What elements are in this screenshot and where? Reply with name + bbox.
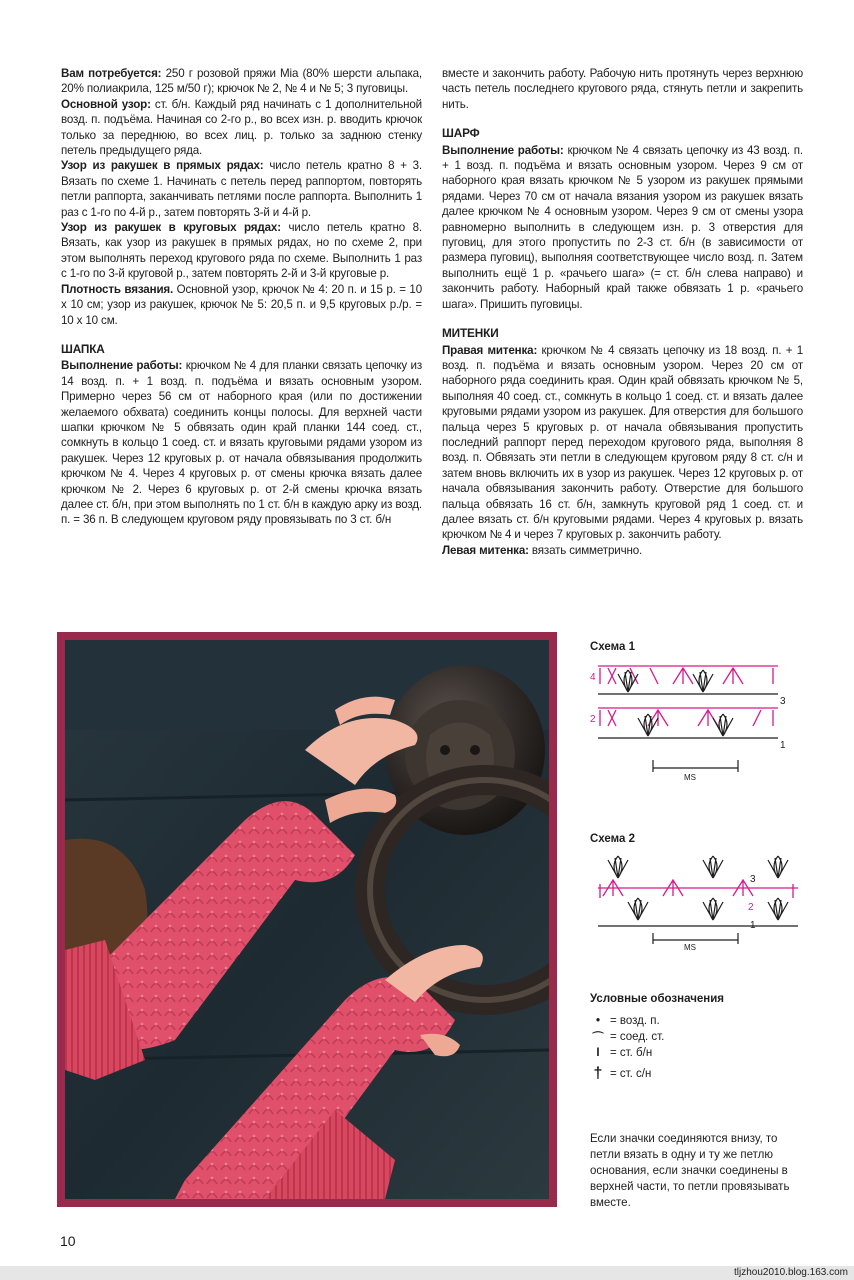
gauge-label: Плотность вязания. (61, 282, 174, 296)
basic-pattern-label: Основной узор: (61, 97, 151, 111)
scheme2-ms-label: MS (684, 943, 696, 952)
legend-title: Условные обозначения (590, 993, 725, 1005)
chain-stitch-icon: • (595, 1015, 601, 1027)
legend-text-double: = ст. с/н (610, 1068, 652, 1080)
page-number: 10 (60, 1233, 76, 1249)
scarf-text: крючком № 4 связать цепочку из 43 возд. п. + 1 возд. п. подъёма и вязать основным узором. Через 9 см от наборного края вязать крючком № 5 узором из ракушек прямыми рядами. Через 70 см от начала вязания узором из ракушек вязать далее крючком № 4 основным узором. Через 9 см от смены узора равномерно выполнить в следующем изн. р. 3 отверстия для пуговиц, для этого пропустить по 2-3 ст. б/н (в зависимости от размера пуговиц), выполняя соответствующее число возд. п. Затем выполнить ещё 1 р. «рачьего шага» (= ст. б/н слева направо) и закончить работу. Наборный край также обвязать 1 р. «рачьего шага». Пришить пуговицы. (442, 143, 803, 311)
materials-label: Вам потребуется: (61, 67, 162, 80)
hat-end-paragraph: вместе и закончить работу. Рабочую нить протянуть через верхнюю часть петель последнего кругового ряда, стянуть петли и закрепить нить. (442, 67, 803, 111)
hat-label: Выполнение работы: (61, 359, 183, 373)
materials-text: 250 г розовой пряжи Mia (80% шерсти альпака, 20% полиакрила, 125 м/50 г); крючок № 2, № 4 и № 5; 3 пуговицы. (61, 67, 422, 96)
footer-watermark: tljzhou2010.blog.163.com (734, 1267, 848, 1278)
basic-pattern-paragraph (61, 97, 422, 159)
shell-round-text: число петель кратно 8. Вязать, как узор из ракушек в прямых рядах, но по схеме 2, при этом выполнять переход кругового ряда по схеме. Выполнить 1 раз с 1-го по 3-й круговой р., затем повторять 2-й и 3-й круговые р. (61, 221, 422, 281)
right-mitten-text: крючком № 4 связать цепочку из 18 возд. п. + 1 возд. п. подъёма и вязать основным узором. Через 20 см от наборного ряда соединить края. Один край обвязать крючком № 5, выполняя 40 соед. ст., сомкнуть в кольцо 1 соед. ст. и вязать далее круговыми рядами узором из ракушек. Для отверстия для большого пальца через 5 круговых р. от начала обвязывания пропустить последний раппорт перед переходом кругового ряда, выполняя 8 возд. п. Обвязать эти петли в следующем круговом ряду 8 ст. с/н и затем вновь включить их в узор из ракушек. Через 12 круговых р. от начала обвязывания закончить работу. Отверстие для большого пальца обвязать 16 ст. б/н, замкнуть круговой ряд 1 соед. ст. и далее вязать ст. б/н круговыми рядами. Через 4 круговых р. вязать крючком № 4 и через 7 круговых р. закончить работу. (442, 343, 804, 542)
hat-paragraph (61, 358, 422, 527)
left-mitten-text: вязать симметрично. (528, 543, 643, 557)
left-mitten-label: Левая митенка: (442, 543, 529, 557)
basic-pattern-text: ст. б/н. Каждый ряд начинать с 1 дополнительной возд. п. подъёма. Начиная со 2-го р., во всех изн. р. вводить крючок только за переднюю, во всех лиц. р. только за заднюю стенку петель предыдущего ряда. (61, 97, 422, 158)
legend-text-slip: = соед. ст. (610, 1031, 665, 1043)
photo-frame (57, 632, 557, 1207)
scheme2-chart (588, 848, 808, 953)
legend-text-chain: = возд. п. (610, 1015, 660, 1027)
single-crochet-icon: I (596, 1047, 600, 1059)
shell-round-paragraph (61, 220, 422, 282)
mittens-photo-illustration (65, 640, 549, 1199)
legend-row-double (590, 1066, 651, 1082)
mittens-photo (65, 640, 549, 1199)
double-crochet-icon: † (593, 1065, 603, 1082)
mittens-title: МИТЕНКИ (442, 326, 499, 341)
scheme2-row-2: 2 (748, 902, 754, 913)
gauge-text: Основной узор, крючок № 4: 20 п. и 15 р. = 10 х 10 см; узор из ракушек, крючок № 5: 20,5 п. и 9,5 круговых р./р. = 10 х 10 см. (61, 282, 422, 327)
left-text-column (61, 66, 422, 528)
hat-title: ШАПКА (61, 341, 105, 356)
scheme1-row-3: 3 (780, 696, 786, 707)
scarf-title: ШАРФ (442, 126, 480, 141)
scheme2-title: Схема 2 (590, 833, 636, 845)
legend-row-single (590, 1045, 652, 1061)
legend-row-slip (590, 1029, 664, 1045)
scheme1-row-2: 2 (590, 714, 596, 725)
scheme1-chart (588, 656, 808, 786)
right-mitten-paragraph (442, 343, 803, 543)
shell-round-label: Узор из ракушек в круговых рядах: (61, 221, 281, 235)
legend-row-chain (590, 1013, 660, 1029)
materials-paragraph (61, 66, 422, 97)
right-text-column (442, 66, 803, 558)
shell-rows-paragraph (61, 158, 422, 220)
scarf-label: Выполнение работы: (442, 143, 564, 157)
scheme1-title: Схема 1 (590, 641, 636, 653)
scheme1-row-4: 4 (590, 672, 596, 683)
shell-rows-label: Узор из ракушек в прямых рядах: (61, 159, 264, 173)
scheme1-row-1: 1 (780, 740, 786, 751)
right-mitten-label: Правая митенка: (442, 343, 538, 357)
shell-rows-text: число петель кратно 8 + 3. Вязать по схеме 1. Начинать с петель перед раппортом, повторять петли раппорта, заканчивать петлями после раппорта. Выполнить 1 раз с 1-го по 4-й р., затем повторять 3-й и 4-й р. (61, 159, 422, 219)
scheme1-ms-label: MS (684, 773, 696, 782)
left-mitten-paragraph (442, 543, 803, 558)
hat-text: крючком № 4 для планки связать цепочку из 14 возд. п. + 1 возд. п. подъёма и вязать основным узором. Примерно через 56 см от наборного края (или по достижении желаемого обхвата) соединить концы полосы. Для верхней части шапки крючком № 5 обвязать один край планки 144 соед. ст., сомкнуть в кольцо 1 соед. ст. и вязать круговыми рядами узором из ракушек. Через 12 круговых р. от начала обвязывания продолжить крючком № 4. Через 4 круговых р. от смены крючка вязать далее крючком № 2. Через 6 круговых р. от 2-й смены крючка вязать далее ст. б/н, при этом выполнять по 1 ст. б/н в каждую арку из возд. п. = 36 п. В следующем круговом ряду провязывать по 3 ст. б/н (61, 359, 422, 527)
legend-text-single: = ст. б/н (610, 1047, 653, 1059)
legend-note: Если значки соединяются внизу, то петли вязать в одну и ту же петлю основания, если значки соединены в верхней части, то петли провязывать вместе. (590, 1133, 790, 1209)
scarf-paragraph (442, 143, 803, 312)
slip-stitch-icon: ⌒ (592, 1032, 604, 1044)
scheme2-row-3: 3 (750, 874, 756, 885)
footer-bar (0, 1266, 854, 1280)
gauge-paragraph (61, 282, 422, 328)
scheme2-row-1: 1 (750, 920, 756, 931)
